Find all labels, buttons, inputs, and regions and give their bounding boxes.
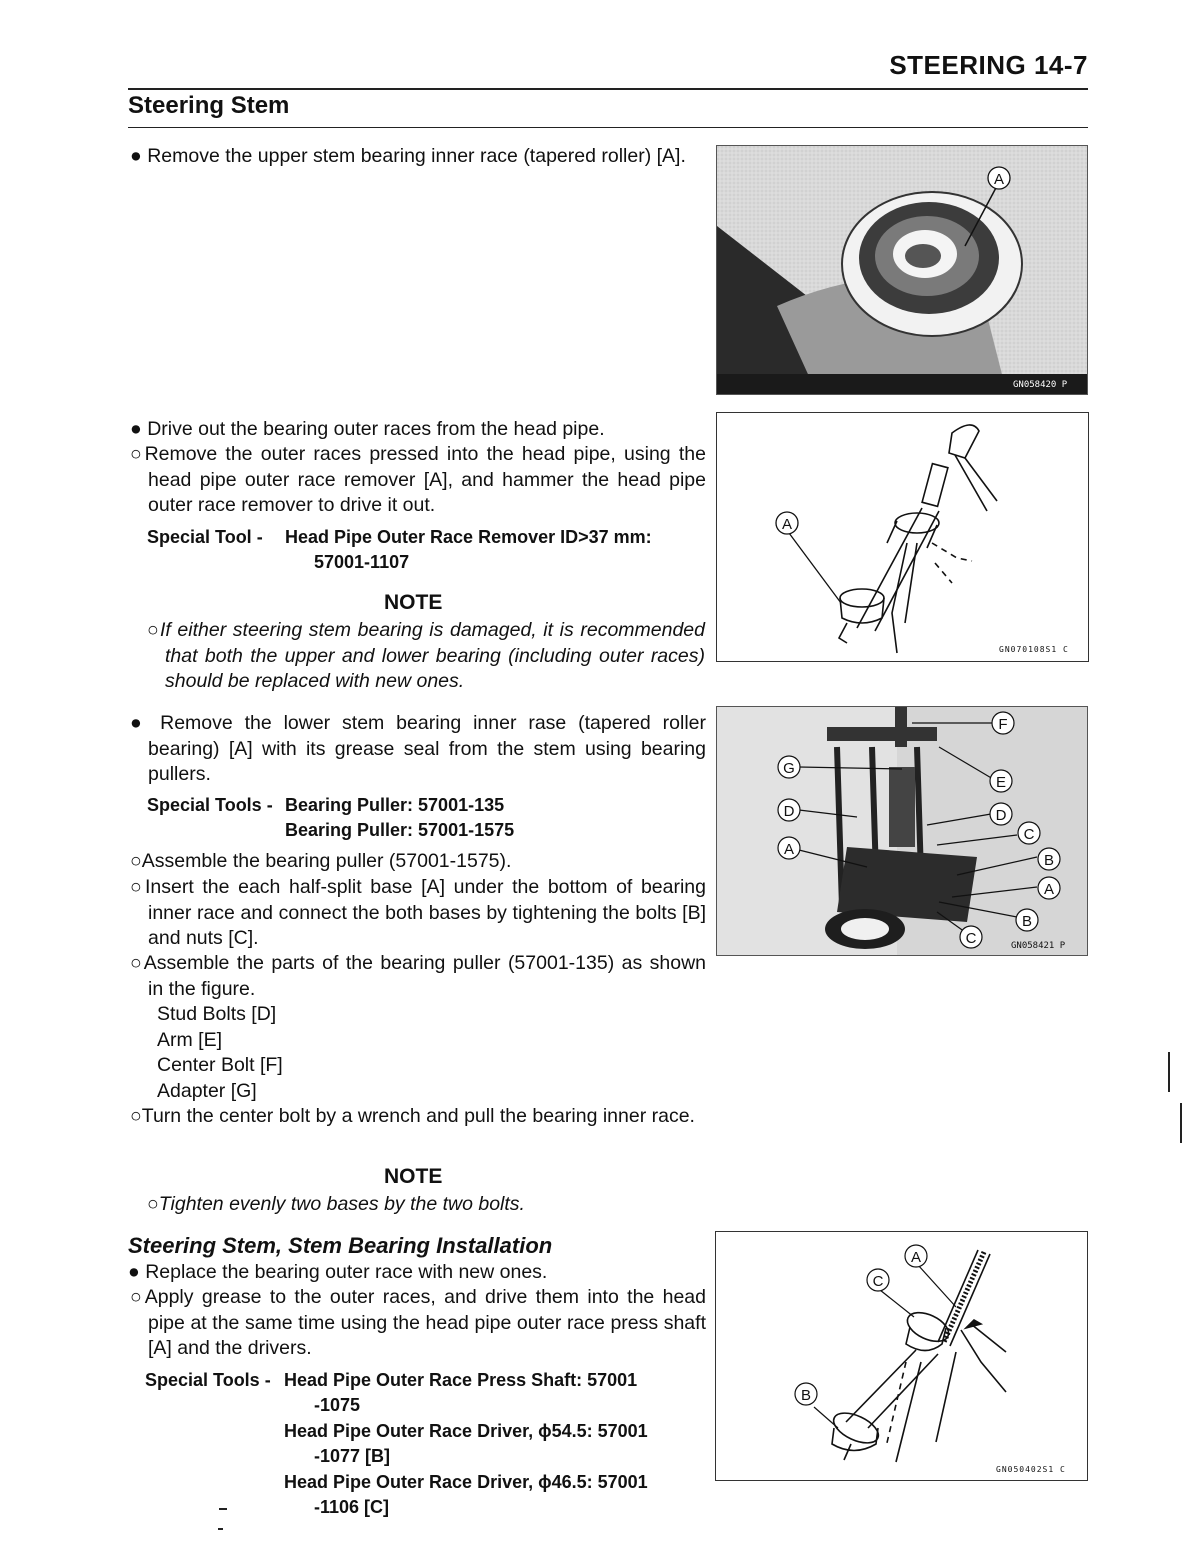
section-title: Steering Stem xyxy=(128,92,290,119)
special-tool-puller-2: Bearing Puller: 57001-1575 xyxy=(285,820,515,840)
fig4-label-c: C xyxy=(872,1273,884,1290)
special-tool-press-shaft-no: -1075 xyxy=(314,1395,361,1415)
fig3-label-f: F xyxy=(998,716,1008,733)
step-assemble-puller-1575: ○Assemble the bearing puller (57001-1575). xyxy=(130,850,512,872)
bullet-replace-outer-race: ● Replace the bearing outer race with new ones. xyxy=(128,1261,548,1283)
special-tools-label-2: Special Tools - xyxy=(147,795,273,815)
step-apply-grease: ○Apply grease to the outer races, and drive them into the head pipe at the same time using the head pipe outer race press shaft [A] and the drivers. xyxy=(130,1286,706,1359)
part-center-bolt: Center Bolt [F] xyxy=(157,1054,283,1076)
figure-race-remover-drawing xyxy=(716,412,1089,662)
fig3-label-b-top: B xyxy=(1043,852,1055,869)
fig3-label-b-bottom: B xyxy=(1021,913,1033,930)
part-stud-bolts: Stud Bolts [D] xyxy=(157,1003,277,1025)
special-tool-driver-46-no: -1106 [C] xyxy=(314,1497,390,1517)
part-arm: Arm [E] xyxy=(157,1029,223,1051)
fig4-code: GN050402S1 C xyxy=(996,1465,1066,1474)
fig3-code: GN058421 P xyxy=(1011,941,1066,951)
step-remove-outer-races: ○Remove the outer races pressed into the head pipe, using the head pipe outer race remover [A], and hammer the head pipe outer race remover to drive it out. xyxy=(130,443,706,516)
note-replace-bearings: ○If either steering stem bearing is damaged, it is recommended that both the upper and lower bearing (including outer races) should be replaced with new ones. xyxy=(147,619,705,692)
note-title: NOTE xyxy=(384,591,443,614)
special-tool-label: Special Tool - xyxy=(147,527,263,547)
fig2-code: GN070108S1 C xyxy=(999,645,1069,654)
special-tool-number: 57001-1107 xyxy=(314,552,410,572)
note-tighten-evenly: ○Tighten evenly two bases by the two bolts. xyxy=(147,1193,525,1215)
step-insert-bases: ○Insert the each half-split base [A] under the bottom of bearing inner race and connect the both bases by tightening the bolts [B] and nuts [C]. xyxy=(130,876,706,949)
special-tool-puller-1: Bearing Puller: 57001-135 xyxy=(285,795,505,815)
fig2-label-a: A xyxy=(781,516,793,533)
fig3-label-g: G xyxy=(783,760,795,777)
subsection-title-installation: Steering Stem, Stem Bearing Installation xyxy=(128,1233,553,1258)
scan-mark xyxy=(1180,1103,1182,1143)
fig3-label-c-bottom: C xyxy=(965,930,977,947)
figure-press-shaft-drawing xyxy=(715,1231,1088,1481)
special-tool-press-shaft: Head Pipe Outer Race Press Shaft: 57001 xyxy=(284,1370,638,1390)
fig1-label-a: A xyxy=(993,171,1005,188)
bullet-remove-lower-race: ● Remove the lower stem bearing inner rase (tapered roller bearing) [A] with its grease seal from the stem using bearing pullers. xyxy=(130,712,706,785)
page-header-title: STEERING 14-7 xyxy=(889,50,1088,80)
step-assemble-puller-135: ○Assemble the parts of the bearing puller (57001-135) as shown in the figure. xyxy=(130,952,706,1000)
fig3-label-e: E xyxy=(995,774,1007,791)
fig1-code: GN058420 P xyxy=(1013,380,1068,390)
step-turn-center-bolt: ○Turn the center bolt by a wrench and pull the bearing inner race. xyxy=(130,1105,695,1127)
special-tool-driver-46: Head Pipe Outer Race Driver, ϕ46.5: 57001 xyxy=(284,1472,648,1492)
fig3-label-d-right: D xyxy=(995,807,1007,824)
bullet-remove-upper-race: ● Remove the upper stem bearing inner race (tapered roller) [A]. xyxy=(130,145,686,167)
special-tools-label-3: Special Tools - xyxy=(145,1370,271,1390)
fig3-label-a-left: A xyxy=(783,841,795,858)
section-rule xyxy=(128,127,1088,128)
scan-mark xyxy=(1168,1052,1170,1092)
fig4-label-a: A xyxy=(910,1249,922,1266)
figure-bearing-puller-photo xyxy=(716,706,1088,956)
part-adapter: Adapter [G] xyxy=(157,1080,257,1102)
fig3-label-d-left: D xyxy=(783,803,795,820)
scan-mark xyxy=(219,1508,227,1510)
scan-mark xyxy=(218,1528,223,1530)
special-tool-driver-54: Head Pipe Outer Race Driver, ϕ54.5: 57001 xyxy=(284,1421,648,1441)
note-title-2: NOTE xyxy=(384,1165,443,1188)
special-tool-driver-54-no: -1077 [B] xyxy=(314,1446,391,1466)
special-tool-name: Head Pipe Outer Race Remover ID>37 mm: xyxy=(285,527,652,547)
bullet-drive-out-races: ● Drive out the bearing outer races from the head pipe. xyxy=(130,418,605,440)
fig3-label-c-top: C xyxy=(1023,826,1035,843)
fig3-label-a-right: A xyxy=(1043,881,1055,898)
figure-upper-race-photo xyxy=(716,145,1088,395)
fig4-label-b: B xyxy=(800,1387,812,1404)
header-rule xyxy=(128,88,1088,90)
